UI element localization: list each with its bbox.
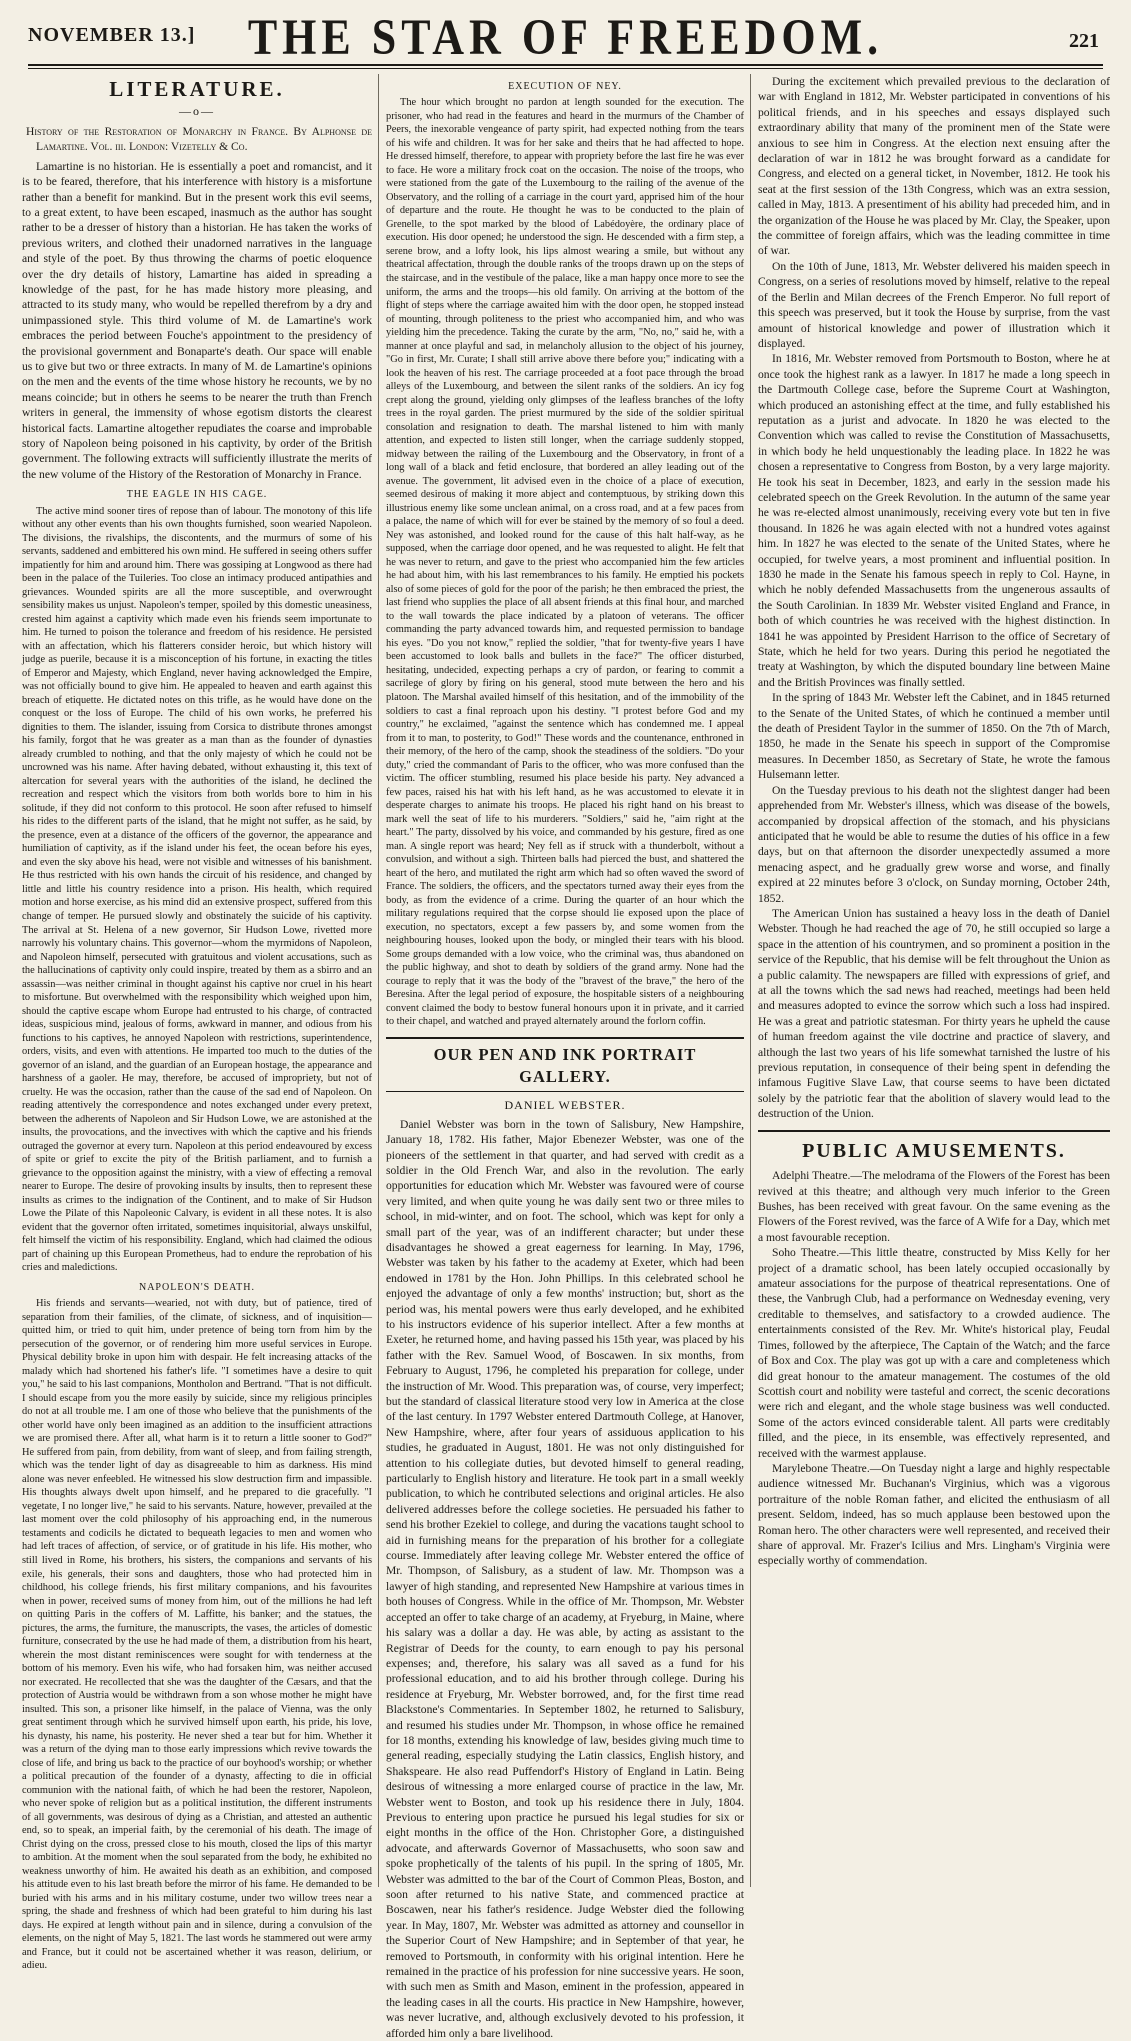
biography-paragraph: During the excitement which prevailed previous to the declaration of war with England in 1812, Mr. Webster participated in conventions of his political friends, and in his speeches and essays displayed such extraordinary ability that many of the prominent men of the State were anxious to see him in Congress. At the election next ensuing after the declaration of war in 1812 he was brought forward as a candidate for Congress, and elected on a general ticket, in November, 1812. He took his seat at the first session of the 13th Congress, which was an extra session, called in May, 1813. A presentiment of his ability had preceded him, and in the organization of the House he was placed by Mr. Clay, the Speaker, upon the committee of foreign affairs, which was the leading committee in time of war. — [758, 75, 1110, 258]
biography-paragraph: On the 10th of June, 1813, Mr. Webster delivered his maiden speech in Congress, on a series of resolutions moved by himself, relative to the repeal of the Berlin and Milan decrees of the French Emperor. No full report of this speech was preserved, but it took the House by surprise, from the vast amount of historical knowledge and power of illustration which it displayed. — [758, 259, 1110, 350]
column-3 — [758, 74, 1110, 1889]
extract-title: THE EAGLE IN HIS CAGE. — [126, 489, 268, 501]
issue-date: NOVEMBER 13.] — [28, 24, 196, 46]
theatre-review: Marylebone Theatre.—On Tuesday night a large and highly respectable audience witnessed Mr. Buchanan's Virginius, which was a vigorous portraiture of the noble Roman father, and elicited the enthusiasm of all present. Seldom, indeed, has so much applause been bestowed upon the Roman hero. The other characters were well represented, and received their share of approval. Mr. Frazer's Icilius and Mrs. Lingham's Virginia were especially worthy of commendation. — [758, 1461, 1110, 1568]
extract-paragraph: His friends and servants—wearied, not with duty, but of patience, tired of separation from their families, of the climate, of sickness, and of inquisition—quitted him, or tried to quit him, under pretence of being torn from him by the persecution of the governor, or of rendering him more useful services in Europe. Physical debility broke in upon him with despair. He felt increasing attacks of the malady which had shortened his father's life. "I sometimes have a desire to quit you," he said to his last companions, Montholon and Bertrand. "That is not difficult. I should escape from you the more easily by suicide, since my religious principles do not at all trouble me. I am one of those who believe that the punishments of the other world have only been imagined as an addition to the insufficient attractions we are promised there. After all, what harm is it to return a little sooner to God?" He suffered from pain, from debility, from want of sleep, and from failing strength, which was the tender light of day as disagreeable to him as darkness. His mind alone was never enfeebled. He witnessed his slow destruction firm and impassible. His thoughts always dwelt upon himself, and he prepared to die gracefully. "I vegetate, I no longer live," he said to his servants. Nature, however, prevailed at the last moment over the cold philosophy of his approaching end, in the numerous testaments and codicils he dictated to bequeath legacies to men and women who had left traces of affection, of service, or of gratitude in his life. His mother, who still lived in Rome, his brothers, his sisters, the companions and servants of his exile, his generals, their sons and daughters, those who had protected him in childhood, his college friends, his first military companions, and his favourites when in power, received sums of money from him, out of the millions he had left on quitting Paris in the coffers of M. Laffitte, his banker; and the statues, the pictures, the arms, the furniture, the manuscripts, the vases, the articles of domestic furniture, consecrated by the use he had made of them, a distribution from his heart, wherein the most distant reminiscences were sought for with tenderness at the bottom of his memory. Even his wife, who had forsaken him, was neither accused nor execrated. He recollected that she was the daughter of the Cæsars, and that the protection of Austria would be withdrawn from a son whose mother he might have insulted. This son, a prisoner like himself, in the palace of Vienna, was the only great sentiment through which he survived himself upon earth, his pride, his love, his dynasty, his name, his posterity. He never shed a tear but for him. Whether it was a return of the dying man to those early impressions which revive towards the close of life, and bring us back to the practice of our boyhood's worship; or whether a political precaution of the founder of a dynasty, affecting to die in official communion with the national faith, of which he had been the restorer, Napoleon, who never spoke of religion but as a political institution, the different instruments of all governments, was desirous of dying as a Christian, and attested an authentic end, so to speak, an imperial faith, by the ceremonial of his death. The image of Christ dying on the cross, pressed close to his mouth, closed the lips of this martyr to ambition. At the moment when the soul separated from the body, he exhibited no weakness unworthy of him. He awaited his death as an exhibition, and composed his attitude even to his last breath before the mirror of his fame. He demanded to be buried with his arms and in his military costume, under two willow trees near a spring, the shade and freshness of which had been grateful to him during his last days. He expired at length without pain and in silence, during a convulsion of the elements, on the night of May 5, 1821. The last words he stammered out were army and France, but it could not be ascertained whether it was reason, delirium, or adieu. — [22, 1298, 372, 1972]
book-entry: History of the Restoration of Monarchy in France. By Alphonse de Lamartine. Vol. iii. London: Vizetelly & Co. — [26, 124, 372, 154]
extract-paragraph: The hour which brought no pardon at length sounded for the execution. The prisoner, who had read in the features and heard in the murmurs of the Chamber of Peers, the inexorable vengeance of party spirit, had expected nothing from the tears of his wife and children. It was for her sake and theirs that he had affected to hope. He dressed himself, therefore, to appear with propriety before the last fire he was ever to face. He wore a military frock coat on the occasion. The noise of the troops, who were stationed from the gate of the Luxembourg to the railing of the avenue of the Observatory, and the rolling of a carriage in the court yard, apprised him of the hour of departure and the route. He thought he was to be conducted to the plain of Grenelle, to the spot marked by the blood of Labédoyère, the ordinary place of execution. His door opened; he understood the sign. He descended with a firm step, a serene brow, and a lofty look, his lips almost wearing a smile, but without any theatrical affectation, through the double ranks of the troops drawn up on the steps of the staircase, and in the vestibule of the palace, like a man happy once more to see the uniform, the arms and the troops—his old family. On arriving at the bottom of the flight of steps where the carriage awaited him with the door open, he stopped instead of mounting, through politeness to the priest who accompanied him, and who was yielding him the precedence. Taking the curate by the arm, "No, no," said he, with a manner at once playful and sad, in melancholy allusion to the object of his journey, "Go in first, Mr. Curate; I shall still arrive above there before you;" indicating with a look the heaven of his rest. The carriage proceeded at a foot pace through the broad alleys of the Luxembourg, and between the silent ranks of the soldiers. An icy fog crept along the ground, yielding only glimpses of the leafless branches of the lofty trees in the royal garden. The priest murmured by the side of the soldier spiritual consolation and resignation to death. The marshal listened to him with manly attention, and expected to listen still longer, when the carriage suddenly stopped, midway between the railing of the Luxembourg and the Observatory, in front of a long wall of a black and fetid enclosure, that bordered an alley leading out of the avenue. The government, lit advised even in the choice of a place of execution, seemed desirous of making it more abject and contemptuous, by striking down this illustrious enemy like some unclean animal, on a cross road, and at a few paces from a palace, the name of which will for ever be stained by the memory of so foul a deed. Ney was astonished, and looked round for the cause of this halt half-way, as he supposed, when the carriage door opened, and he was requested to alight. He felt that he was never to return, and gave to the priest who accompanied him the few articles he had about him, with his last remembrances to his family. He emptied his pockets also of some pieces of gold for the poor of the parish; he then embraced the priest, the last friend who supplies the place of all absent friends at this final hour, and marched to the wall towards the place indicated by a platoon of veterans. The officer commanding the party advanced towards him, and requested permission to bandage his eyes. "Do you not know," replied the soldier, "that for twenty-five years I have been accustomed to look balls and bullets in the face?" The officer disturbed, hesitating, undecided, expecting perhaps a cry of pardon, or fearing to commit a sacrilege of glory by firing on his general, stood mute between the hero and his platoon. The Marshal availed himself of this hesitation, and of the immobility of the soldiers to cast a final reproach upon his destiny. "I protest before God and my country," he exclaimed, "against the sentence which has condemned me. I appeal from it to man, to posterity, to God!" These words and the countenance, enthroned in their memory, of the hero of the camp, shook the steadiness of the soldiers. "Do your duty," cried the commandant of Paris to the officer, who was more confused than the victim. The officer stumbling, resumed his place beside his party. Ney advanced a few paces, raised his hat with his left hand, as he was accustomed to elevate it in desperate charges to animate his troops. He placed his right hand on his breast to mark well the seat of life to his murderers. "Soldiers," said he, "aim right at the heart." The party, dissolved by his voice, and commanded by his gesture, fired as one man. A single report was heard; Ney fell as if struck with a thunderbolt, without a convulsion, and without a sigh. Thirteen balls had pierced the bust, and shattered the heart of the hero, and mutilated the right arm which had so often waved the sword of France. The soldiers, the officers, and the spectators turned away their eyes from the body, as from the evidence of a crime. During the quarter of an hour which the military regulations required that the corpse should lie exposed upon the place of execution, no spectators, except a few passers by, and some women from the neighbouring houses, looked upon the body, or mingled their tears with his blood. Some groups demanded with a low voice, who the criminal was, thus abandoned on the public highway, and shot to death by soldiers of the grand army. None had the courage to reply that it was the body of the "bravest of the brave," the hero of the Beresina. After the legal period of exposure, the hospitable sisters of a neighbouring convent claimed the body to bestow funeral honours upon it in private, and it carried to their chapel, and watched and prayed alternately around the forlorn coffin. — [386, 97, 744, 1028]
amusements-heading: PUBLIC AMUSEMENTS. — [758, 1130, 1110, 1165]
extract-title: NAPOLEON'S DEATH. — [138, 1281, 256, 1293]
theatre-review: Adelphi Theatre.—The melodrama of the Flowers of the Forest has been revived at this theatre; and although very much inferior to the Green Bushes, has been received with great favour. On the same evening as the Flowers of the Forest revived, was the farce of A Wife for a Day, which met a most favourable reception. — [758, 1169, 1110, 1244]
extract-title: EXECUTION OF NEY. — [508, 81, 622, 92]
column-divider — [378, 74, 379, 1887]
extract-paragraph: The active mind sooner tires of repose than of labour. The monotony of this life without any other events than his own thoughts furnished, soon wearied Napoleon. The divisions, the rivalships, the discontents, and the murmurs of some of his servants, saddened and embittered his own mind. He suffered in seeing others suffer impatiently for him and around him. There was gossiping at Longwood as there had been in the palace of the Tuileries. Too close an intimacy produced antipathies and grievances. Wounded spirits are all the more susceptible, and overwrought sensibility makes us unjust. Napoleon's temper, spoiled by this domestic uneasiness, crested him against a captivity which made even his friends seem importunate to him. He turned to poison the tolerance and freedom of his residence. He persisted with an affectation, which his flatterers consider heroic, but which history will judge as puerile, because it is a misconception of his fortune, in exacting the titles of Emperor and Majesty, which England, never having acknowledged the Empire, was not officially bound to give him. He appealed to heaven and earth against this breach of etiquette. He dictated notes on this trifle, as he would have done on the conquest or the loss of Europe. The child of his own works, he preferred his dignities to them. The islander, issuing from Corsica to distribute thrones amongst his family, forgot that he was greater as a man than as the founder of dynasties already crumbled to nothing, and that the only majesty of which he could not be uncrowned was his name. After having debated, without exhausting it, this text of altercation for several years with the authorities of the island, he declined the recreation and respect which the visitors from both worlds bore to him in his solitude, if they did not conform to this protocol. He soon after refused to himself his rides to the different parts of the island, that he might not suffer, as he said, by the presence, even at a distance of the officers of the governor, the appearance and humiliation of captivity, as if the island under his feet, the ocean before his eyes, and even the sky above his head, were not visible and witnesses of his banishment. He thus restricted with his own hands the circuit of his residence, and changed by little and little his country residence into a prison. His health, which required motion and horse exercise, as his mind did an extensive prospect, suffered from this change of temper. He pursued slowly and obstinately the suicide of his captivity. The arrival at St. Helena of a new governor, Sir Hudson Lowe, rivetted more narrowly his voluntary chains. This governor—whom the myrmidons of Napoleon, and Napoleon himself, persecuted with gratuitous and violent accusations, such as the hallucinations of captivity only could inspire, treated by them as a sbirro and an assassin—was neither criminal in thought against his captive nor cruel in his heart to misfortune. But overwhelmed with the responsibility which weighed upon him, should the captive escape whom Europe had entrusted to his charge, of contracted ideas, suspicious mind, jealous of forms, awkward in manner, and odious from his functions to his captives, he annoyed Napoleon with restrictions, superintendence, orders, visits, and even with attentions. He imparted too much to the duties of the governor of an island, and the guardian of an European hostage, the appearance and harshness of a gaoler. He may, therefore, be accused of impropriety, but not of cruelty. He was the occasion, rather than the cause of the sad end of Napoleon. On reading attentively the correspondence and notes exchanged under every pretext, between the adherents of Napoleon and Sir Hudson Lowe, we are astonished at the insults, the provocations, and the invectives with which the captive and his friends outraged the governor at every turn. Napoleon at this period endeavoured by excess of spite or grief to excite the pity of the British parliament, and to furnish a grievance to the opposition against the ministry, with a view of effecting a removal nearer to Europe. The desire of provoking insults by insults, then to represent these insults as crimes to the indignation of the Continent, and to make of Sir Hudson Lowe the Pilate of this Napoleonic Calvary, is evident in all these notes. It is also evident that the governor often irritated, sometimes inquisitorial, always unskilful, felt himself the victim of his responsibility. England, which had claimed the odious part of chaining up this European Prometheus, had to endure the reprobation of his cries and maledictions. — [22, 505, 372, 1274]
biography-paragraph: In the spring of 1843 Mr. Webster left the Cabinet, and in 1845 returned to the Senate of the United States, of which he continued a member until the death of President Taylor in the summer of 1850. On the 7th of March, 1850, he made in the Senate his speech in support of the Compromise measures. In December 1850, as Secretary of State, he wrote the famous Hulsemann letter. — [758, 691, 1110, 782]
column-2 — [386, 74, 744, 2040]
newspaper-title: THE STAR OF FREEDOM. — [247, 9, 884, 66]
masthead — [28, 10, 1103, 68]
biography-paragraph: Daniel Webster was born in the town of Salisbury, New Hampshire, January 18, 1782. His father, Major Ebenezer Webster, was one of the pioneers of the settlement in that quarter, and had served with credit as a soldier in the Old French War, and also in the revolution. The early opportunities for education which Mr. Webster was favoured were of course very limited, and when quite young he was daily sent two or three miles to school, in mid-winter, and on foot. The school, which was kept for only a small part of the year, was of an indifferent character; but under these disadvantages he showed a great eagerness for learning. In May, 1796, Webster was taken by his father to the academy at Exeter, which had been endowed in 1781 by the Hon. John Phillips. In this celebrated school he enjoyed the advantage of only a few months' instruction; but, short as the period was, his mental powers were thus early developed, and he exhibited to his instructors evidence of his superior intellect. After a few months at Exeter, he returned home, and having passed his 15th year, was placed by his father with the Rev. Samuel Wood, of Boscawen. In six months, from February to August, 1796, he completed his preparation for college, under the instruction of Mr. Wood. This preparation was, of course, very imperfect; but the standard of classical literature stood very low in America at the close of the last century. In 1797 Webster entered Dartmouth College, at Hanover, New Hampshire, where, after four years of assiduous application to his studies, he graduated in August, 1801. He was not only distinguished for attention to his collegiate duties, but devoted himself to general reading, particularly to English history and literature. He took part in a small weekly publication, to which he contributed selections and original articles. He also delivered addresses before the college societies. He persuaded his father to send his brother Ezekiel to college, and during the vacations taught school to aid in furnishing means for the preparation of his brother for a collegiate course. Immediately after leaving college Mr. Webster entered the office of Mr. Thompson, of Salisbury, as a student of law. Mr. Thompson was a lawyer of high standing, and represented New Hampshire at various times in both houses of Congress. While in the office of Mr. Thompson, Mr. Webster accepted an offer to take charge of an academy, at Fryeburg, in Maine, where his salary was a dollar a day. He was able, by acting as assistant to the Registrar of Deeds for the county, to earn enough to pay his personal expenses; and, therefore, his salary was all saved as a fund for his professional education, and to aid his brother through college. During his residence at Fryeburg, Mr. Webster borrowed, and, for the first time read Blackstone's Commentaries. In September 1802, he returned to Salisbury, and resumed his studies under Mr. Thompson, in whose office he remained for 18 months, extending his knowledge of law, besides giving much time to general reading, especially studying the Latin classics, English history, and Shakspeare. He also read Puffendorf's History of England in Latin. Being desirous of witnessing a more enlarged course of practice in the law, Mr. Webster went to Boston, and took up his residence there in July, 1804. Previous to entering upon practice he pursued his legal studies for six or eight months in the office of the Hon. Christopher Gore, a distinguished advocate, and afterwards Governor of Massachusetts, who soon saw and spoke prophetically of the talents of his pupil. In the spring of 1805, Mr. Webster was admitted to the bar of the Court of Common Pleas, Boston, and soon after returned to his native State, and commenced practice at Boscawen, near his father's residence. Judge Webster died the following year. In May, 1807, Mr. Webster was admitted as attorney and counsellor in the Superior Court of New Hampshire; and in September of that year, he removed to Portsmouth, in conformity with his original intention. Here he remained in the practice of his profession for nine successive years. He soon, with such men as Smith and Mason, eminent in the profession, appeared in the leading cases in all the courts. His practice in New Hampshire, however, was never lucrative, and, although exclusively devoted to his profession, it afforded him only a bare livelihood. — [386, 1117, 744, 2040]
literature-heading: LITERATURE. — [109, 77, 285, 101]
biography-paragraph: In 1816, Mr. Webster removed from Portsmouth to Boston, where he at once took the highest rank as a lawyer. In 1817 he made a long speech in the Dartmouth College case, before the Supreme Court at Washington, which produced an astonishing effect at the time, and fully established his reputation as a jurist and advocate. In 1820 he was elected to the Convention which was called to revise the Constitution of Massachusetts, in which body he held unquestionably the leading place. In 1822 he was chosen a representative to Congress from Boston, by a very large majority. He took his seat in December, 1823, and early in the session made his celebrated speech on the Greek Revolution. In the autumn of the same year he was re-elected almost unanimously, receiving every vote but ten in five thousand. In 1826 he was again elected with not a hundred votes against him. In 1827 he was elected to the senate of the United States, where he occupied, for twelve years, a most prominent and influential position. In 1830 he made in the Senate his famous speech in reply to Col. Hayne, in which he nobly defended Massachusetts from the ungenerous assaults of the South Carolinian. In 1839 Mr. Webster visited England and France, in both of which countries he was received with the highest distinction. In 1841 he was appointed by President Harrison to the office of Secretary of State, which he held for two years. During this period he negotiated the treaty at Washington, by which the disputed boundary line between Maine and the British Provinces was finally settled. — [758, 352, 1110, 689]
column-1 — [22, 74, 372, 1972]
review-paragraph: Lamartine is no historian. He is essentially a poet and romancist, and it is to be feared, therefore, that his interference with history is a misfortune rather than a benefit for mankind. But in the present work this evil seems, to a great extent, to have been escaped, inasmuch as the author has sought rather to be a dresser of history than a historian. He has taken the works of previous writers, and clothed their unadorned narratives in the language and style of the poet. By thus throwing the charms of poetic eloquence over the dry details of history, Lamartine has aided in spreading a knowledge of the past, for he has made history more pleasing, and attracted to its study many, who would be repelled therefrom by a dry and unimpassioned style. This third volume of M. de Lamartine's work embraces the period between Fouche's appointment to the presidency of the provisional government and Bonaparte's death. Our space will enable us to give but two or three extracts. In many of M. de Lamartine's opinions on the men and the events of the time whose history he recounts, we by no means coincide; but in others he seems to be nearer the truth than French writers in general, the immensity of whose egotism distorts the clearest historical facts. Lamartine altogether repudiates the coarse and improbable story of Napoleon being poisoned in his captivity, by order of the British government. The following extracts will sufficiently illustrate the merits of the new volume of the History of the Restoration of Monarchy in France. — [22, 159, 372, 481]
theatre-review: Soho Theatre.—This little theatre, constructed by Miss Kelly for her project of a dramatic school, has been lately occupied occasionally by amateur associations for the purpose of theatrical representations. One of these, the Vanbrugh Club, had a performance on Wednesday evening, very creditable to themselves, and satisfactory to a crowded audience. The entertainments consisted of the Rev. Mr. White's historical play, Feudal Times, followed by the afterpiece, The Captain of the Watch; and the farce of Box and Cox. The play was got up with a care and completeness which did great honour to the amateur management. The costumes of the old Scottish court and nobility were tasteful and correct, the scenic decorations were rich and elegant, and the whole stage business was well conducted. Some of the actors evinced considerable talent. All parts were creditably filled, and the piece, in its ensemble, was effectively represented, and received with the warmest applause. — [758, 1246, 1110, 1460]
biography-paragraph: On the Tuesday previous to his death not the slightest danger had been apprehended from Mr. Webster's illness, which was disease of the bowels, accompanied by dropsical affection of the stomach, and his physicians anticipated that he would be able to resume the duties of his office in a few days, but on that afternoon the disorder unexpectedly assumed a more menacing aspect, and he gradually grew worse and worse, and finally expired at 22 minutes before 3 o'clock, on Sunday morning, October 24th, 1852. — [758, 783, 1110, 905]
page-number: 221 — [1069, 30, 1099, 52]
gallery-heading: OUR PEN AND INK PORTRAIT GALLERY. — [386, 1037, 744, 1092]
masthead-rule — [28, 64, 1103, 69]
column-divider — [750, 74, 751, 1887]
heading-ornament: —o— — [179, 103, 215, 118]
biography-paragraph: The American Union has sustained a heavy loss in the death of Daniel Webster. Though he had reached the age of 70, he still occupied so large a space in the attention of his countrymen, and so prominent a position in the service of the Republic, that his demise will be felt throughout the Union as a public calamity. The newspapers are filled with expressions of grief, and at all the towns which the sad news had reached, meetings had been held and measures adopted to evince the sorrow which such a loss had inspired. He was a great and patriotic statesman. For thirty years he upheld the cause of human freedom against the vile doctrine and practice of slavery, and although the last two years of his life somewhat tarnished the lustre of his previous reputation, in consequence of their being spent in defending the infamous Fugitive Slave Law, that course seems to have been dictated solely by the patriotic fear that the abolition of slavery would lead to the destruction of the Union. — [758, 906, 1110, 1121]
portrait-subject: DANIEL WEBSTER. — [504, 1097, 626, 1112]
